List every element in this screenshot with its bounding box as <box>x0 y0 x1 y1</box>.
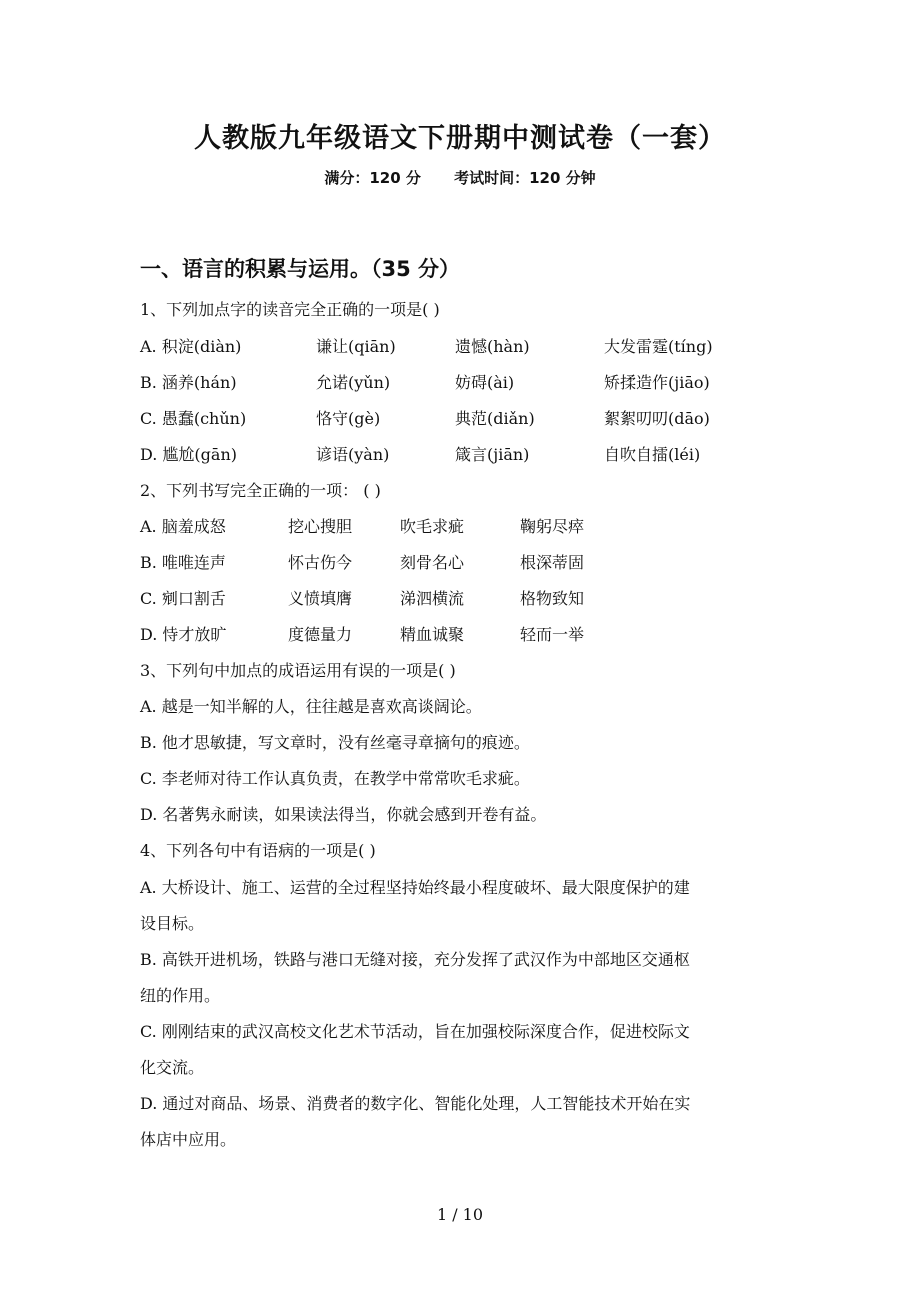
q1-a-2: 谦让(qiān) <box>316 337 396 356</box>
q2-c-4: 格物致知 <box>520 589 585 608</box>
q1-c-4: 絮絮叨叨(dāo) <box>604 409 710 428</box>
full-score: 满分：120 分 <box>324 169 421 187</box>
q4-option-d-line2: 体店中应用。 <box>140 1130 237 1149</box>
q3-option-c: C. 李老师对待工作认真负责，在教学中常常吹毛求疵。 <box>140 769 530 788</box>
q2-b-4: 根深蒂固 <box>520 553 585 572</box>
q1-d-2: 谚语(yàn) <box>316 445 390 464</box>
q1-c-3: 典范(diǎn) <box>455 409 535 428</box>
q2-b-3: 刻骨名心 <box>400 553 465 572</box>
q4-option-b-line1: B. 高铁开进机场，铁路与港口无缝对接，充分发挥了武汉作为中部地区交通枢 <box>140 950 690 969</box>
q2-a-3: 吹毛求疵 <box>400 517 465 536</box>
q1-b-4: 矫揉造作(jiāo) <box>604 373 710 392</box>
question-1-stem: 1、下列加点字的读音完全正确的一项是( ) <box>140 300 440 319</box>
section-heading: 一、语言的积累与运用。（35 分） <box>140 257 461 281</box>
question-3-stem: 3、下列句中加点的成语运用有误的一项是( ) <box>140 661 456 680</box>
q1-c-1: C. 愚蠢(chǔn) <box>140 409 247 428</box>
q1-d-1: D. 尴尬(gān) <box>140 445 238 464</box>
page-number: 1 / 10 <box>436 1205 484 1224</box>
q1-b-1: B. 涵养(hán) <box>140 373 237 392</box>
q2-d-4: 轻而一举 <box>520 625 585 644</box>
q2-b-1: B. 唯唯连声 <box>140 553 226 572</box>
q2-d-1: D. 恃才放旷 <box>140 625 227 644</box>
q3-option-d: D. 名著隽永耐读，如果读法得当，你就会感到开卷有益。 <box>140 805 547 824</box>
q1-c-2: 恪守(gè) <box>316 409 381 428</box>
q3-option-b: B. 他才思敏捷，写文章时，没有丝毫寻章摘句的痕迹。 <box>140 733 530 752</box>
question-4-stem: 4、下列各句中有语病的一项是( ) <box>140 841 376 860</box>
q1-b-3: 妨碍(ài) <box>455 373 515 392</box>
q2-c-2: 义愤填膺 <box>288 589 353 608</box>
q2-c-1: C. 剜口割舌 <box>140 589 226 608</box>
q1-d-3: 箴言(jiān) <box>455 445 530 464</box>
q4-option-d-line1: D. 通过对商品、场景、消费者的数字化、智能化处理，人工智能技术开始在实 <box>140 1094 691 1113</box>
q3-option-a: A. 越是一知半解的人，往往越是喜欢高谈阔论。 <box>140 697 482 716</box>
q1-a-1: A. 积淀(diàn) <box>140 337 242 356</box>
exam-time: 考试时间：120 分钟 <box>454 169 596 187</box>
q2-a-2: 挖心搜胆 <box>288 517 353 536</box>
q4-option-a-line2: 设目标。 <box>140 914 205 933</box>
q2-a-1: A. 脑羞成怒 <box>140 517 226 536</box>
q2-d-2: 度德量力 <box>288 625 353 644</box>
q4-option-c-line2: 化交流。 <box>140 1058 205 1077</box>
q1-a-4: 大发雷霆(tíng) <box>604 337 713 356</box>
q2-b-2: 怀古伤今 <box>288 553 353 572</box>
q2-a-4: 鞠躬尽瘁 <box>520 517 585 536</box>
q4-option-b-line2: 纽的作用。 <box>140 986 221 1005</box>
q1-a-3: 遗憾(hàn) <box>455 337 530 356</box>
q2-d-3: 精血诚聚 <box>400 625 465 644</box>
exam-meta <box>0 167 920 188</box>
q1-b-2: 允诺(yǔn) <box>316 373 391 392</box>
q1-d-4: 自吹自擂(léi) <box>604 445 701 464</box>
question-2-stem: 2、下列书写完全正确的一项： ( ) <box>140 481 381 500</box>
q2-c-3: 涕泗横流 <box>400 589 465 608</box>
page-title: 人教版九年级语文下册期中测试卷（一套） <box>194 123 726 154</box>
q4-option-c-line1: C. 刚刚结束的武汉高校文化艺术节活动，旨在加强校际深度合作，促进校际文 <box>140 1022 690 1041</box>
q4-option-a-line1: A. 大桥设计、施工、运营的全过程坚持始终最小程度破坏、最大限度保护的建 <box>140 878 690 897</box>
